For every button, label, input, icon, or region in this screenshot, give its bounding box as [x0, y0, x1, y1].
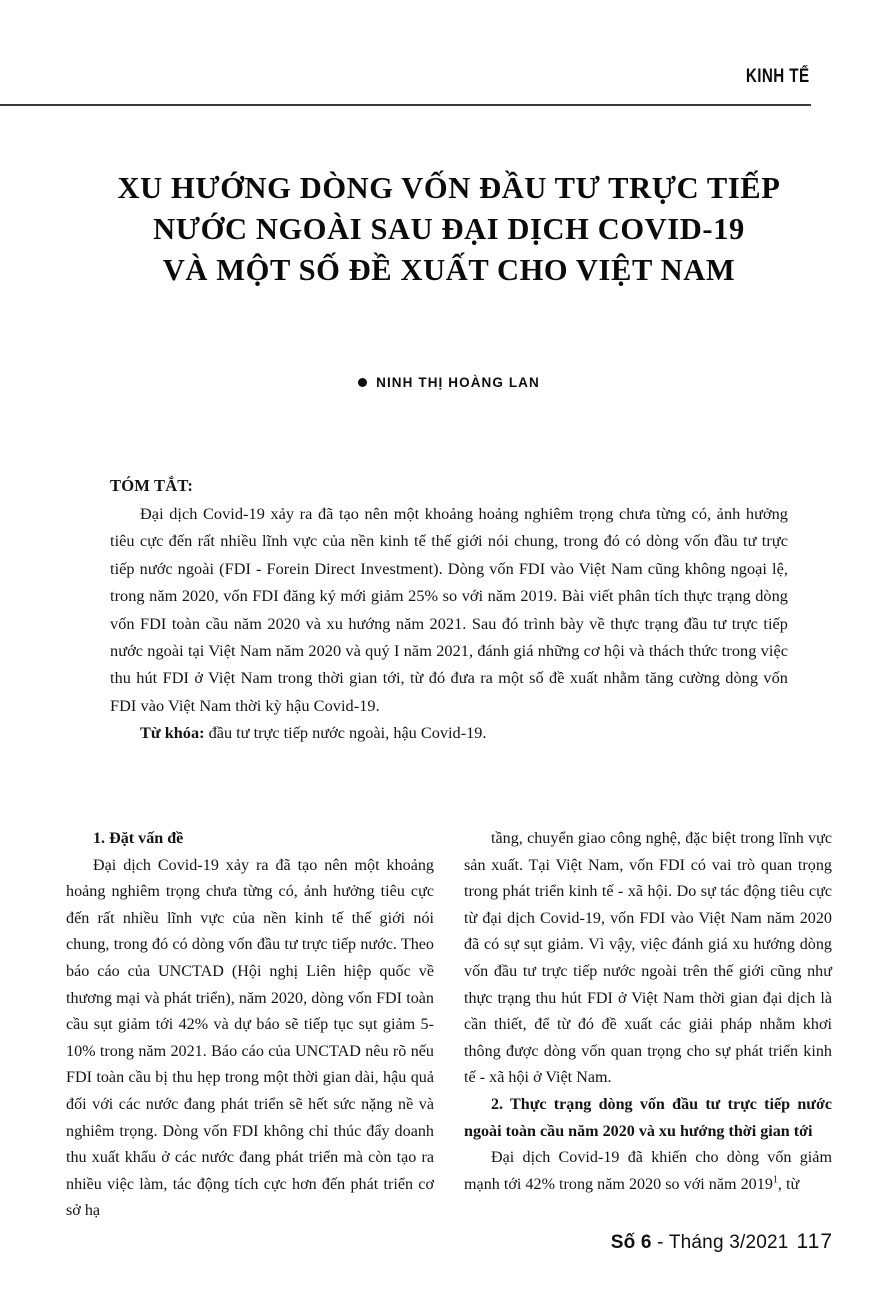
keywords-label: Từ khóa:	[140, 723, 205, 743]
abstract-heading: TÓM TẮT:	[110, 476, 194, 495]
keywords-value: đầu tư trực tiếp nước ngoài, hậu Covid-19.	[204, 723, 487, 743]
column-left	[66, 826, 434, 1220]
paragraph-section2	[464, 1145, 832, 1198]
author-name: NINH THỊ HOÀNG LAN	[376, 375, 540, 390]
header-divider-rule	[0, 104, 811, 106]
title-line-2: NƯỚC NGOÀI SAU ĐẠI DỊCH COVID-19	[153, 212, 745, 246]
body-columns	[66, 826, 832, 1220]
footer-issue: Số 6	[610, 1232, 652, 1253]
author-byline	[66, 375, 832, 390]
column-right	[464, 826, 832, 1196]
paragraph-section2-text: Đại dịch Covid-19 đã khiến cho dòng vốn giảm mạnh tới 42% trong năm 2020 so với năm 2019	[464, 1149, 832, 1193]
paragraph-intro: Đại dịch Covid-19 xảy ra đã tạo nên một khoảng hoảng nghiêm trọng chưa từng có, ảnh hưởng tiêu cực đến rất nhiều lĩnh vực của nền kinh tế thế giới nói chung, trong đó có dòng vốn đầu tư trực tiếp nước. Theo báo cáo của UNCTAD (Hội nghị Liên hiệp quốc về thương mại và phát triển), năm 2020, dòng vốn FDI toàn cầu sụt giảm tới 42% và dự báo sẽ tiếp tục sụt giảm 5-10% trong năm 2021. Báo cáo của UNCTAD nêu rõ nếu FDI toàn cầu bị thu hẹp trong một thời gian dài, hậu quả đối với các nước đang phát triển sẽ hết sức nặng nề và nghiêm trọng. Dòng vốn FDI không chỉ thúc đẩy doanh thu xuất khẩu ở các nước đang phát triển mà còn tạo ra nhiều việc làm, tác động tích cực hơn đến phát triển cơ sở hạ	[66, 856, 434, 1220]
abstract-body: Đại dịch Covid-19 xảy ra đã tạo nên một khoảng hoảng nghiêm trọng chưa từng có, ảnh hưởng tiêu cực đến rất nhiều lĩnh vực của nền kinh tế thế giới nói chung, trong đó có dòng vốn đầu tư trực tiếp nước ngoài (FDI - Forein Direct Investment). Dòng vốn FDI vào Việt Nam cũng không ngoại lệ, trong năm 2020, vốn FDI đăng ký mới giảm 25% so với năm 2019. Bài viết phân tích thực trạng dòng vốn FDI toàn cầu năm 2020 và xu hướng năm 2021. Sau đó trình bày về thực trạng đầu tư trực tiếp nước ngoài tại Việt Nam năm 2020 và quý I năm 2021, đánh giá những cơ hội và thách thức trong việc thu hút FDI ở Việt Nam trong thời gian tới, từ đó đưa ra một số đề xuất nhằm tăng cường dòng vốn FDI vào Việt Nam thời kỳ hậu Covid-19.	[110, 504, 788, 715]
bullet-dot-icon	[358, 378, 367, 387]
title-line-1: XU HƯỚNG DÒNG VỐN ĐẦU TƯ TRỰC TIẾP	[117, 171, 781, 205]
footer-separator: -	[651, 1232, 669, 1253]
footer-month-year: Tháng 3/2021	[668, 1232, 789, 1253]
page-title	[66, 168, 832, 291]
running-head-section: KINH TẾ	[745, 66, 809, 87]
section-heading-2: 2. Thực trạng dòng vốn đầu tư trực tiếp nước ngoài toàn cầu năm 2020 và xu hướng thời gian tới	[464, 1095, 832, 1140]
section-heading-1: 1. Đặt vấn đề	[93, 830, 184, 847]
title-line-3: VÀ MỘT SỐ ĐỀ XUẤT CHO VIỆT NAM	[162, 253, 736, 287]
page-footer	[611, 1230, 833, 1254]
footnote-marker: 1	[772, 1174, 778, 1186]
paragraph-section2-tail: , từ	[777, 1175, 800, 1193]
abstract-section	[110, 474, 788, 747]
paragraph-intro-continued: tầng, chuyển giao công nghệ, đặc biệt trong lĩnh vực sản xuất. Tại Việt Nam, vốn FDI có vai trò quan trọng trong phát triển kinh tế - xã hội. Do sự tác động tiêu cực từ đại dịch Covid-19, vốn FDI vào Việt Nam năm 2020 đã có sự sụt giảm. Vì vậy, việc đánh giá xu hướng dòng vốn đầu tư trực tiếp nước ngoài trên thế giới cũng như thực trạng thu hút FDI ở Việt Nam thời gian đại dịch là cần thiết, để từ đó đề xuất các giải pháp nhằm khơi thông được dòng vốn quan trọng cho sự phát triển kinh tế - xã hội ở Việt Nam.	[464, 830, 832, 1087]
keywords-line	[110, 719, 788, 746]
footer-page-number: 117	[796, 1230, 833, 1253]
